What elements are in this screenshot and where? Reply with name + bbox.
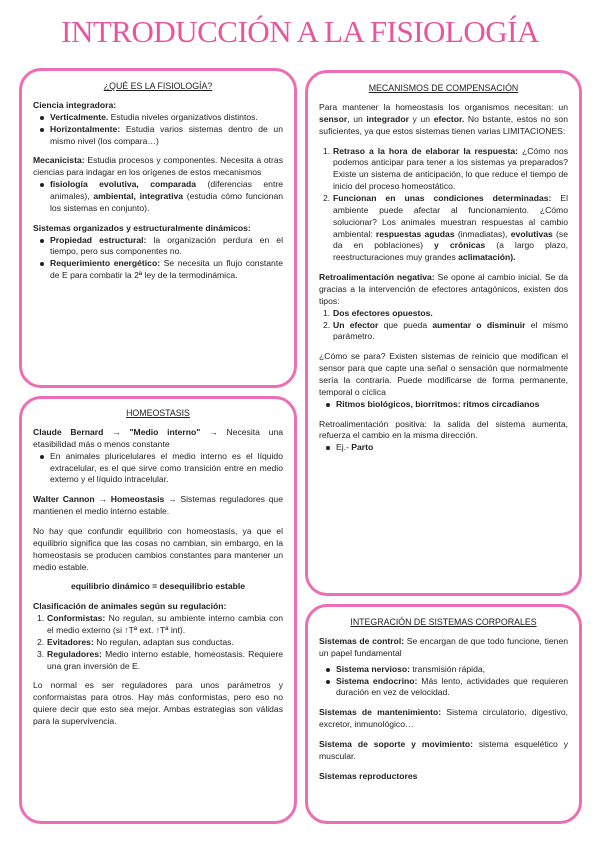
- list-item: Verticalmente. Estudia niveles organizativos distintos.: [50, 112, 283, 124]
- page-title: INTRODUCCIÓN A LA FISIOLOGÍA: [61, 14, 539, 49]
- confundir-paragraph: No hay que confundir equilibrio con homeostasis, ya que el equilibrio significa que las cosas no cambian, sin embargo, en la homeostasis se producen cambios constantes para mantener un medio estable.: [33, 526, 283, 572]
- list-item: 1. Dos efectores opuestos.: [323, 307, 433, 318]
- list-item: 1. Conformistas: No regulan, su ambiente interno cambia con el medio externo (si ↑Tª ext. ↑Tª int).: [37, 613, 283, 636]
- list-item: En animales pluricelulares el medio interno es el líquido extracelular, es el que sirve como transición entre en medio externo y el líquido intracelular.: [50, 450, 283, 485]
- integradora-label: Ciencia integradora:: [33, 100, 117, 110]
- card-integracion-sistemas: [305, 604, 582, 824]
- sistemas-label: Sistemas organizados y estructuralmente dinámicos:: [33, 222, 251, 233]
- list-item: Propiedad estructural: la organización perdura en el tiempo, pero sus componentes no.: [50, 234, 283, 257]
- card-heading: INTEGRACIÓN DE SISTEMAS CORPORALES: [350, 617, 537, 627]
- list-item: 2. Un efector que pueda aumentar o disminuir el mismo parámetro.: [323, 319, 568, 342]
- bernard-paragraph: Claude Bernard → "Medio interno" → Necesita una etasibilidad más o menos constante: [33, 427, 283, 449]
- clasificacion-label: Clasificación de animales según su regulación:: [33, 601, 227, 612]
- card-mecanismos-compensacion: [305, 70, 582, 596]
- mecanicista-paragraph: Mecanicista: Estudia procesos y componentes. Necesita a otras ciencias para indagar en los orígenes de estos mecanismos: [33, 155, 283, 178]
- card-homeostasis: [19, 396, 297, 824]
- list-item: 2. Funcionan en unas condiciones determinadas: El ambiente puede afectar al funcionamiento. ¿Cómo solucionar? Los animales muestran respuestas al cambio ambiental: respuestas agudas (inmadiatas), evolutivas (se da en poblaciones) y crónicas (a largo plazo, reestructuraciones muy grandes aclimatación).: [323, 193, 569, 263]
- list-item: 3. Reguladores: Medio interno estable, homeostasis. Requiere una gran inversión de E.: [37, 648, 283, 671]
- card-que-es-fisiologia: [19, 68, 297, 388]
- list-item: Ritmos biológicos, biorritmos: ritmos circadianos: [336, 399, 568, 411]
- list-item: Requerimiento energético: Se necesita un flujo constante de E para combatir la 2ª ley de la termodinámica.: [50, 258, 283, 281]
- list-item: Ej.- Parto: [336, 442, 568, 454]
- card-heading: HOMEOSTASIS: [126, 408, 190, 418]
- list-item: 2. Evitadores: No regulan, adaptan sus conductas.: [37, 636, 234, 647]
- intro-paragraph: Para mantener la homeostasis los organismos necesitan: un sensor, un integrador y un efector. No bstante, estos no son suficientes, ya que estos sistemas tienen varias LIMITACIONES:: [319, 102, 568, 136]
- mantenimiento-paragraph: Sistemas de mantenimiento: Sistema circulatorio, digestivo, excretor, inmunológico…: [319, 707, 568, 730]
- card-heading: ¿QUÉ ES LA FISIOLOGÍA?: [103, 81, 213, 91]
- negativa-paragraph: Retroalimentación negativa: Se opone al cambio inicial. Se da gracias a la intervención de efectores antagónicos, existen dos tipos:: [319, 272, 569, 306]
- reproductores-label: Sistemas reproductores: [319, 770, 418, 781]
- list-item: 1. Retraso a la hora de elaborar la respuesta: ¿Cómo nos podemos anticipar para tener a los sistemas ya preparados? Existe un sistema de anticipación, lo que reduce el tiempo de inicio del proceso homeostático.: [323, 145, 568, 192]
- para-paragraph: ¿Cómo se para? Existen sistemas de reinicio que modifican el sensor para que capte una señal o sensación que normalmente sería la contraria. Puede modificarse de forma permanente, temporal o cíclica: [319, 351, 568, 397]
- cannon-paragraph: Walter Cannon → Homeostasis → Sistemas reguladores que mantienen el medio interno estable.: [33, 494, 283, 517]
- soporte-paragraph: Sistema de soporte y movimiento: sistema esquelético y muscular.: [319, 739, 569, 761]
- list-item: Sistema nervioso: transmisión rápida,: [336, 664, 568, 676]
- control-paragraph: Sistemas de control: Se encargan de que todo funcione, tienen un papel fundamental: [319, 636, 569, 658]
- positiva-paragraph: Retroalimentación positiva: la salida del sistema aumenta, refuerza el cambio en la misma dirección.: [319, 418, 568, 441]
- normal-paragraph: Lo normal es ser reguladores para unos parámetros y conformaistas para otros. Hay más conformistas, pero eso no quiere decir que esto sea mejor. Ambas estrategias son válidas para la supervivencia.: [33, 680, 283, 727]
- list-item: fisiología evolutiva, comparada (diferencias entre animales), ambiental, integrativa (estudia cómo funcionan los sistemas en conjunto).: [50, 179, 283, 213]
- equation: equilibrio dinámico = desequilibrio estable: [70, 581, 246, 592]
- list-item: Horizontalmente: Estudia varios sistemas dentro de un mismo nivel (los compara…): [50, 123, 283, 146]
- list-item: Sistema endocrino: Más lento, actividades que requieren duración en vez de velocidad.: [336, 675, 569, 698]
- card-heading: MECANISMOS DE COMPENSACIÓN: [368, 83, 519, 93]
